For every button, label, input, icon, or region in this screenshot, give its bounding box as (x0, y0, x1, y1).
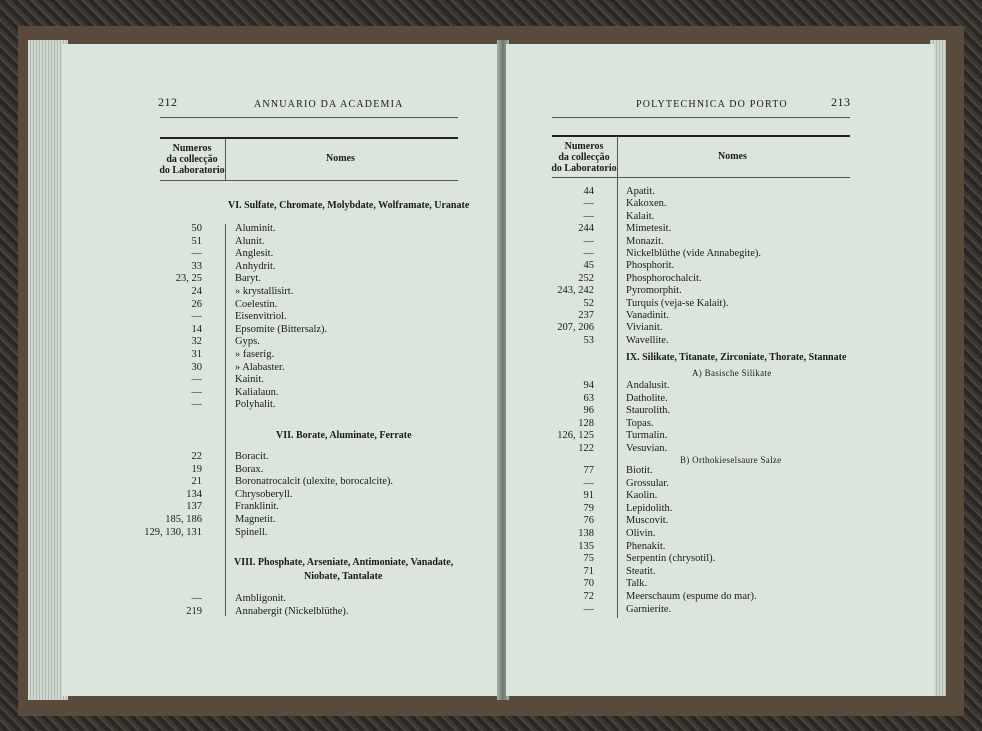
row-mineral-name: Turmalin. (626, 430, 668, 442)
row-number: — (191, 248, 202, 260)
column-divider (225, 224, 226, 616)
row-mineral-name: Aluminit. (235, 223, 276, 234)
row-number: 126, 125 (557, 430, 594, 442)
row-number: 31 (191, 349, 202, 360)
row-mineral-name: Phosphorochalcit. (626, 272, 702, 284)
row-mineral-name: Franklinit. (235, 501, 280, 513)
row-mineral-name: Andalusit. (626, 380, 670, 391)
row-mineral-name: Anhydrit. (235, 260, 276, 272)
table-top-rule (160, 137, 458, 139)
row-number: 219 (186, 605, 202, 617)
header-divider (617, 137, 618, 177)
row-number: 14 (191, 323, 202, 335)
row-mineral-name: Staurolith. (626, 405, 671, 417)
row-number: 79 (583, 502, 594, 514)
row-number: 53 (583, 334, 594, 346)
row-number: 185, 186 (165, 514, 202, 525)
row-number: 77 (583, 465, 594, 476)
row-mineral-name: Boracit. (235, 451, 269, 462)
row-number: 63 (583, 392, 594, 404)
row-number: 45 (583, 260, 594, 272)
right-page-number: 213 (831, 95, 851, 109)
row-mineral-name: Vivianit. (626, 322, 663, 334)
row-number: 22 (191, 451, 202, 462)
row-number: 122 (578, 443, 594, 454)
row-mineral-name: Alunit. (235, 235, 265, 247)
row-number: 135 (578, 540, 594, 552)
row-mineral-name: Turquis (veja-se Kalait). (626, 297, 729, 309)
row-number: 32 (191, 336, 202, 348)
row-number: 23, 25 (175, 273, 202, 285)
row-number: — (191, 311, 202, 323)
numeros-header (158, 143, 226, 176)
row-number: 76 (583, 515, 594, 527)
section-title: Niobate, Tantalate (304, 571, 383, 582)
row-number: 21 (191, 476, 202, 488)
row-number: — (583, 477, 594, 489)
right-running-head: POLYTECHNICA DO PORTO (636, 99, 788, 110)
row-number: — (191, 593, 202, 604)
row-mineral-name: Pyromorphit. (626, 285, 682, 297)
header-line: Numeros (564, 141, 604, 152)
row-mineral-name: » krystallisirt. (235, 286, 294, 297)
row-mineral-name: Grossular. (626, 477, 669, 489)
row-number: 96 (583, 405, 594, 417)
row-mineral-name: Boronatrocalcit (ulexite, borocalcite). (235, 476, 394, 488)
row-mineral-name: Muscovit. (626, 515, 669, 527)
row-mineral-name: Datholite. (626, 392, 668, 404)
row-mineral-name: Spinell. (235, 526, 268, 538)
header-bottom-rule (160, 180, 458, 181)
row-mineral-name: » faserig. (235, 349, 275, 360)
header-divider (225, 139, 226, 180)
row-number: 26 (191, 298, 202, 310)
header-bottom-rule (552, 177, 850, 178)
row-number: — (583, 235, 594, 247)
row-number: 243, 242 (557, 285, 594, 297)
row-mineral-name: Epsomite (Bittersalz). (235, 323, 328, 335)
header-line: do Laboratorio (551, 163, 617, 174)
row-mineral-name: Magnetit. (235, 514, 276, 525)
row-mineral-name: Vesuvian. (626, 443, 668, 454)
row-mineral-name: Annabergit (Nickelblüthe). (235, 605, 349, 617)
row-mineral-name: Mimetesit. (626, 223, 672, 235)
row-number: 50 (191, 223, 202, 234)
row-mineral-name: Wavellite. (626, 334, 669, 346)
row-number: — (583, 248, 594, 259)
right-page (506, 44, 934, 696)
row-number: 129, 130, 131 (144, 526, 202, 538)
row-mineral-name: Garnierite. (626, 603, 672, 615)
row-number: 134 (186, 488, 202, 500)
row-mineral-name: Apatit. (626, 186, 655, 197)
row-mineral-name: Chrysoberyll. (235, 488, 293, 500)
row-mineral-name: » Alabaster. (235, 361, 285, 373)
row-number: 33 (191, 260, 202, 272)
row-mineral-name: Kainit. (235, 374, 264, 386)
row-number: 51 (191, 235, 202, 247)
row-number: 30 (191, 361, 202, 373)
row-mineral-name: Kakoxen. (626, 198, 667, 210)
row-number: 137 (186, 501, 202, 513)
row-mineral-name: Kaolin. (626, 490, 658, 502)
left-page (62, 44, 500, 696)
row-number: 52 (583, 297, 594, 309)
row-mineral-name: Meerschaum (espume do mar). (626, 591, 757, 602)
row-number: 94 (583, 380, 594, 391)
row-mineral-name: Lepidolith. (626, 502, 673, 514)
row-number: 138 (578, 528, 594, 539)
row-mineral-name: Phenakit. (626, 540, 666, 552)
row-mineral-name: Nickelblüthe (vide Annabegite). (626, 248, 761, 259)
row-mineral-name: Kalialaun. (235, 386, 279, 398)
row-number: — (191, 386, 202, 398)
subsection-title: A) Basische Silikate (692, 368, 772, 378)
header-line: da collecção (558, 152, 610, 163)
row-mineral-name: Topas. (626, 417, 654, 429)
row-mineral-name: Talk. (626, 578, 648, 590)
row-number: 19 (191, 463, 202, 475)
header-line: do Laboratorio (159, 165, 225, 176)
row-mineral-name: Baryt. (235, 273, 261, 285)
numeros-header (550, 141, 618, 174)
row-number: 44 (583, 186, 594, 197)
row-mineral-name: Anglesit. (235, 248, 274, 260)
row-mineral-name: Eisenvitriol. (235, 311, 287, 323)
row-number: 237 (578, 310, 594, 321)
row-mineral-name: Kalait. (626, 210, 655, 222)
row-mineral-name: Phosphorit. (626, 260, 675, 272)
table-top-rule (552, 135, 850, 137)
nomes-header: Nomes (326, 153, 355, 164)
subsection-title: B) Orthokieselsaure Salze (680, 455, 782, 465)
head-rule (552, 117, 850, 118)
row-mineral-name: Coelestin. (235, 298, 278, 310)
row-number: — (191, 374, 202, 386)
nomes-header: Nomes (718, 151, 747, 162)
row-number: 71 (583, 565, 594, 577)
row-number: 91 (583, 490, 594, 502)
row-mineral-name: Serpentin (chrysotil). (626, 553, 716, 565)
row-number: 70 (583, 578, 594, 590)
row-number: 207, 206 (557, 322, 594, 334)
section-title: VIII. Phosphate, Arseniate, Antimoniate, Vanadate, (234, 557, 454, 568)
row-mineral-name: Ambligonit. (235, 593, 287, 604)
row-mineral-name: Vanadinit. (626, 310, 669, 321)
row-mineral-name: Olivin. (626, 528, 656, 539)
header-line: Numeros (172, 143, 212, 154)
left-page-number: 212 (158, 95, 178, 109)
row-number: 24 (191, 286, 202, 297)
row-number: 75 (583, 553, 594, 565)
row-number: — (583, 210, 594, 222)
section-title: VII. Borate, Aluminate, Ferrate (276, 430, 412, 441)
left-running-head: ANNUARIO DA ACADEMIA (254, 99, 404, 110)
section-title: IX. Silikate, Titanate, Zirconiate, Thorate, Stannate (626, 352, 847, 363)
row-number: — (583, 198, 594, 210)
row-number: 72 (583, 591, 594, 602)
row-number: 128 (578, 417, 594, 429)
row-mineral-name: Borax. (235, 463, 264, 475)
row-number: 252 (578, 272, 594, 284)
row-number: — (583, 603, 594, 615)
section-title: VI. Sulfate, Chromate, Molybdate, Wolframate, Uranate (228, 200, 470, 211)
row-number: — (191, 399, 202, 411)
row-mineral-name: Polyhalit. (235, 399, 276, 411)
row-mineral-name: Gyps. (235, 336, 260, 348)
row-number: 244 (578, 223, 594, 235)
row-mineral-name: Steatit. (626, 565, 656, 577)
head-rule (160, 117, 458, 118)
header-line: da collecção (166, 154, 218, 165)
column-divider (617, 178, 618, 618)
row-mineral-name: Biotit. (626, 465, 653, 476)
row-mineral-name: Monazit. (626, 235, 664, 247)
